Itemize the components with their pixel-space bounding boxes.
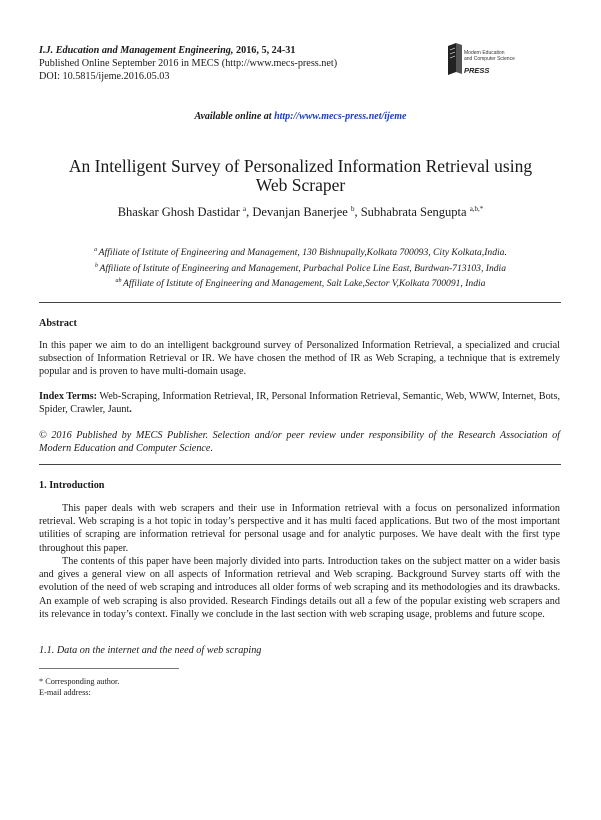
author-list — [40, 205, 561, 220]
footnote-rule — [39, 668, 179, 669]
corresponding-author: * Corresponding author. — [39, 677, 120, 686]
affiliations — [40, 244, 561, 291]
journal-header — [39, 44, 337, 83]
divider-top — [39, 302, 561, 303]
copyright-notice: © 2016 Published by MECS Publisher. Selection and/or peer review under responsibility of the Research Association of Modern Education and Computer Science. — [39, 430, 560, 455]
logo-line-2: and Computer Science — [464, 55, 515, 62]
author-1: Bhaskar Ghosh Dastidar $^a$, — [117, 205, 253, 220]
index-terms: Index Terms: Web-Scraping, Information Retrieval, IR, Personal Information Retrieval, Semantic, Web, WWW, Internet, Bots, Spider, Crawler, Jaunt. — [39, 391, 561, 416]
footnote — [39, 676, 119, 698]
intro-paragraph-1: This paper deals with web scrapers and their use in Information retrieval with a focus on personalized information retrieval. Web scraping is a hot topic in today’s perspective and it has multi faced applications. But two of the most important utilities of scraping are information retrieval for personal usage and for analytic purposes. We have dealt with the first type throughout this paper. — [39, 503, 560, 554]
email-label: E-mail address: — [39, 688, 91, 697]
intro-paragraph-2: The contents of this paper have been majorly divided into parts. Introduction takes on the subject matter on a wider basis and gives a general view on all aspects of Information retrieval and Web scraping. Background Survey starts off with the evolution of the need of web scraping and introduces all older forms of web scraping and its methodologies and its drawbacks. An example of web scraping is also provided. Research Findings details out all a few of the popular existing web scrapers and its relevance in today’s context. Finally we conclude in the last section with web scraping usage, problems and future scope. — [39, 556, 560, 620]
journal-citation: I.J. Education and Management Engineering, 2016, 5, 24-31 — [39, 45, 296, 56]
mecs-press-logo — [446, 40, 556, 90]
affiliation-a: $^a$ Affiliate of Istitute of Engineering and Management, 130 Bishnupally,Kolkata 700093, City Kolkata,India. — [94, 247, 507, 259]
journal-url-link[interactable]: http://www.mecs-press.net/ijeme — [274, 111, 407, 122]
doi: DOI: 10.5815/ijeme.2016.05.03 — [39, 71, 170, 82]
published-online: Published Online September 2016 in MECS (http://www.mecs-press.net) — [39, 58, 338, 69]
subsection-heading: 1.1. Data on the internet and the need of web scraping — [39, 645, 262, 656]
affiliation-ab: $^{ab}$ Affiliate of Istitute of Engineering and Management, Salt Lake,Sector V,Kolkata 700091, India — [115, 278, 486, 290]
logo-press: PRESS — [464, 66, 490, 75]
author-3: Subhabrata Sengupta $^{a,b,*}$ — [360, 205, 484, 220]
abstract-heading: Abstract — [39, 318, 77, 329]
author-2: Devanjan Banerjee $^b$, — [252, 205, 361, 220]
logo-line-1: Modern Education — [464, 50, 505, 56]
book-logo-icon — [446, 42, 464, 76]
divider-bottom — [39, 464, 561, 465]
paper-title: An Intelligent Survey of Personalized Information Retrieval using Web Scraper — [68, 156, 533, 195]
intro-heading: 1. Introduction — [39, 480, 105, 491]
abstract-text: In this paper we aim to do an intelligent background survey of Personalized Information Retrieval, a specialized and crucial subsection of Information Retrieval or IR. We have chosen the method of IR as Web Scraping, a technique that is extremely popular and is proven to have multi-domain usage. — [39, 340, 560, 378]
available-online: Available online at http://www.mecs-press.net/ijeme — [194, 111, 407, 122]
affiliation-b: $^b$ Affiliate of Istitute of Engineering and Management, Purbachal Police Line East, Burdwan-713103, India — [94, 262, 507, 274]
